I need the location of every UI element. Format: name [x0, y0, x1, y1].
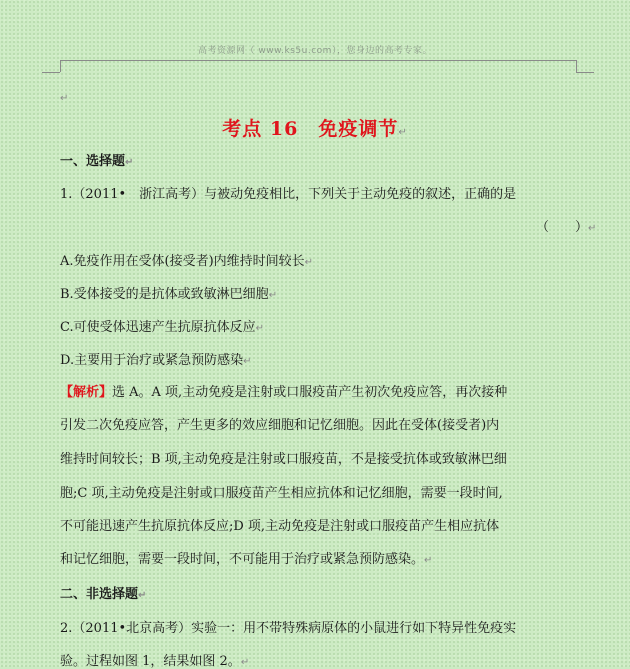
analysis-line-6[interactable]: [60, 548, 432, 567]
option-text: C.可使受体迅速产生抗原抗体反应: [60, 320, 256, 335]
question-1-stem[interactable]: 1.（2011• 浙江高考）与被动免疫相比，下列关于主动免疫的叙述，正确的是: [60, 187, 517, 202]
section-heading-choice[interactable]: [60, 150, 133, 169]
option-text: A.免疫作用在受体(接受者)内维持时间较长: [60, 254, 305, 269]
answer-bracket-text: （ ）: [536, 220, 589, 235]
option-b[interactable]: [60, 283, 277, 302]
paragraph-mark-icon: ↵: [125, 157, 134, 168]
question-2-line-1[interactable]: 2.（2011•北京高考）实验一：用不带特殊病原体的小鼠进行如下特异性免疫实: [60, 621, 517, 636]
paragraph-mark-icon: ↵: [60, 93, 69, 104]
analysis-line-2[interactable]: 引发二次免疫应答，产生更多的效应细胞和记忆细胞。因此在受体(接受者)内: [60, 418, 500, 433]
margin-corner-left: [60, 60, 61, 72]
paragraph-mark-icon: ↵: [255, 323, 265, 334]
paragraph-mark-icon: ↵: [424, 555, 433, 566]
section-heading-text: 二、非选择题: [60, 587, 139, 602]
margin-corner-right: [576, 60, 577, 72]
paragraph-mark-icon: ↵: [268, 290, 278, 301]
margin-corner-left-tick: [42, 72, 60, 73]
paragraph-mark-icon: ↵: [588, 223, 597, 234]
option-text: D.主要用于治疗或紧急预防感染: [60, 353, 244, 368]
option-a[interactable]: [60, 250, 313, 269]
option-text: B.受体接受的是抗体或致敏淋巴细胞: [60, 287, 269, 302]
paragraph-mark-icon: ↵: [138, 590, 147, 601]
header-rule: [60, 60, 576, 61]
option-d[interactable]: [60, 349, 251, 368]
analysis-line-4[interactable]: 胞;C 项,主动免疫是注射或口服疫苗产生相应抗体和记忆细胞，需要一段时间,: [60, 486, 503, 501]
paragraph-mark-icon: ↵: [304, 257, 314, 268]
document-title[interactable]: [0, 114, 630, 141]
paragraph-mark-icon: ↵: [240, 657, 250, 668]
empty-paragraph[interactable]: [60, 86, 68, 105]
margin-corner-right-tick: [576, 72, 594, 73]
section-heading-text: 一、选择题: [60, 154, 126, 169]
answer-bracket[interactable]: [536, 216, 596, 235]
header-text: 高考资源网（ www.ks5u.com），您身边的高考专家。: [198, 46, 432, 56]
analysis-text: 和记忆细胞，需要一段时间，不可能用于治疗或紧急预防感染。: [60, 552, 425, 567]
question-text: 验。过程如图 1，结果如图 2。: [60, 654, 241, 669]
analysis-label: 【解析】: [60, 385, 113, 400]
paragraph-mark-icon: ↵: [398, 127, 408, 138]
analysis-line-5[interactable]: 不可能迅速产生抗原抗体反应;D 项,主动免疫是注射或口服疫苗产生相应抗体: [60, 519, 500, 534]
option-c[interactable]: [60, 316, 264, 335]
title-text: 考点 16 免疫调节: [222, 118, 399, 140]
analysis-text: 选 A。A 项,主动免疫是注射或口服疫苗产生初次免疫应答，再次接种: [112, 385, 508, 400]
paragraph-mark-icon: ↵: [243, 356, 252, 367]
analysis-line-1[interactable]: [60, 381, 507, 400]
analysis-line-3[interactable]: 维持时间较长；B 项,主动免疫是注射或口服疫苗，不是接受抗体或致敏淋巴细: [60, 452, 507, 467]
question-2-line-2[interactable]: [60, 650, 249, 669]
section-heading-non-choice[interactable]: [60, 583, 146, 602]
